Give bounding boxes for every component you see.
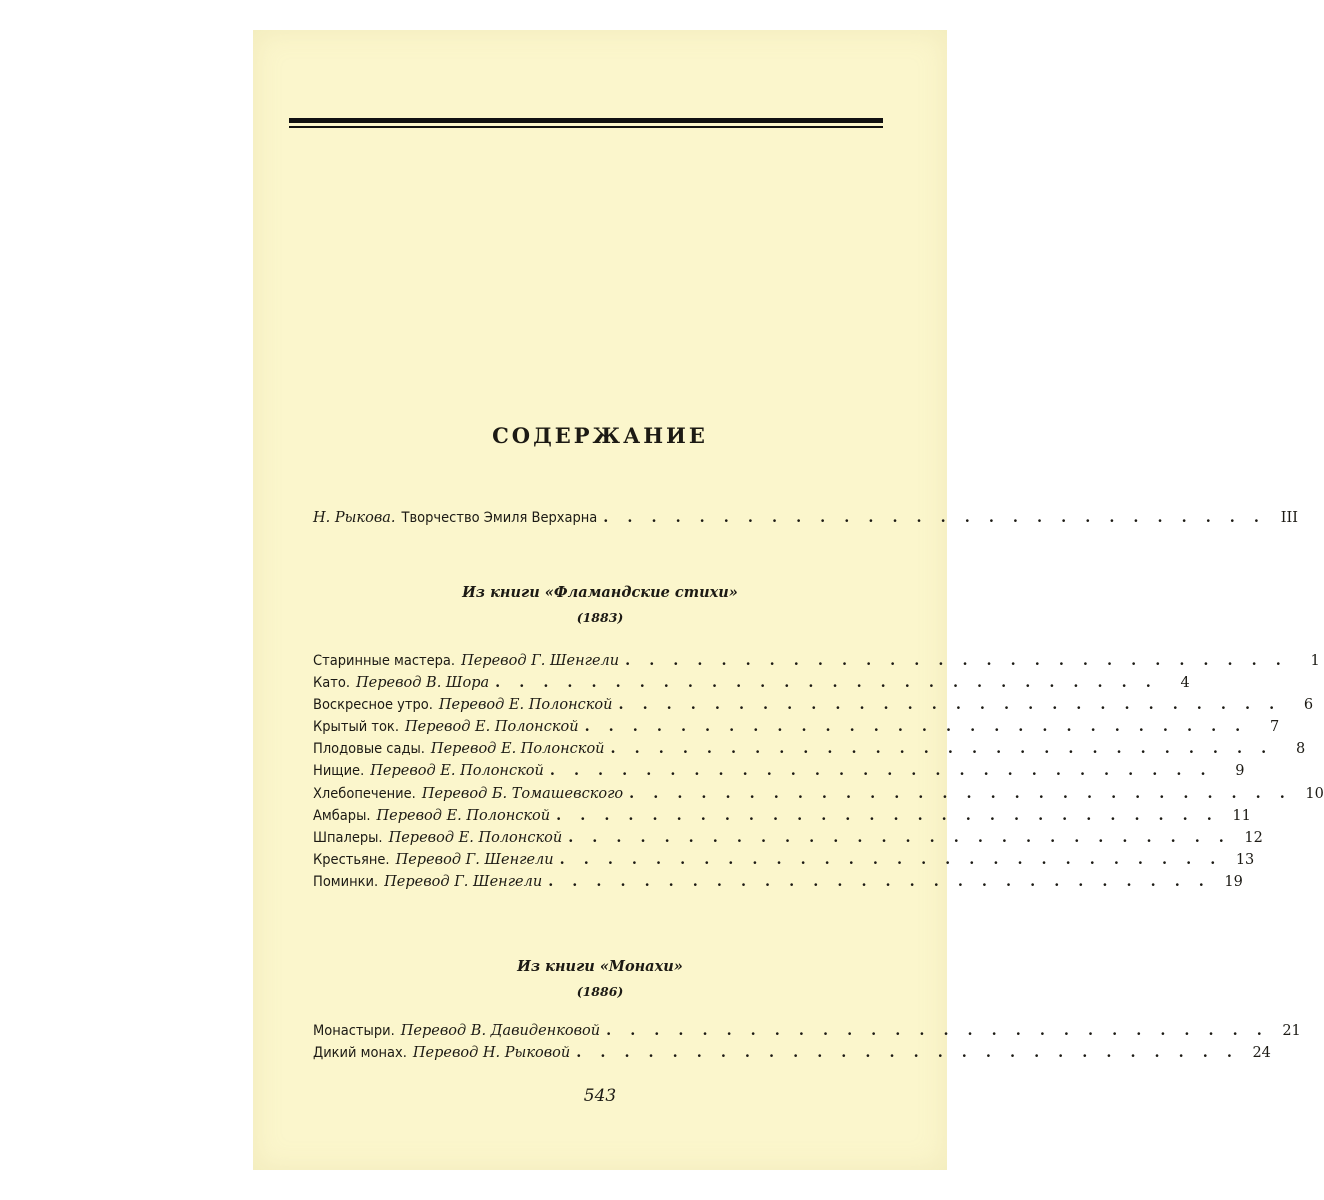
- toc-entry-translator: Перевод Г. Шенгели: [461, 653, 620, 669]
- toc-entry-translator: Перевод Г. Шенгели: [395, 851, 554, 868]
- toc-entry-page: 13: [1235, 851, 1255, 868]
- page-number: 543: [583, 1086, 617, 1106]
- toc-entry-title: Крестьяне.: [313, 851, 390, 868]
- book-page: [253, 30, 1324, 1170]
- toc-entry-translator: Перевод Е. Полонской: [376, 807, 551, 824]
- toc-entry: [313, 650, 1320, 672]
- toc-entry-translator: Перевод Б. Томашевского: [421, 785, 624, 802]
- toc-entry-page: 8: [1295, 741, 1306, 758]
- dot-leader: . . . . . . . . . . . . . . . . . . . . . . . . . . . .: [629, 784, 1292, 802]
- toc-entry: [313, 849, 1255, 871]
- toc-entry-title: Поминки.: [313, 873, 379, 890]
- toc-entry-intro: [313, 507, 1298, 529]
- toc-entry-title: Плодовые сады.: [313, 741, 425, 758]
- toc-entry-page: 24: [1252, 1045, 1271, 1062]
- header-rule-thin: [289, 126, 883, 128]
- contents-title: СОДЕРЖАНИЕ: [492, 423, 708, 448]
- toc-list-monks: [313, 1020, 1301, 1064]
- dot-leader: . . . . . . . . . . . . . . . . . . . . . . . . . . . .: [584, 718, 1248, 736]
- toc-entry-translator: Перевод В. Давиденковой: [400, 1023, 601, 1039]
- toc-entry-title: Нищие.: [313, 763, 365, 780]
- toc-entry-title: Шпалеры.: [313, 829, 383, 846]
- dot-leader: . . . . . . . . . . . . . . . . . . . . . . . . . . . .: [606, 1022, 1269, 1039]
- toc-entry-page: 1: [1310, 653, 1320, 669]
- toc-entry: [313, 672, 1190, 694]
- toc-entry-title: Хлебопечение.: [313, 785, 416, 802]
- toc-entry-title: Монастыри.: [313, 1023, 395, 1039]
- toc-entry-translator: Перевод Е. Полонской: [388, 829, 563, 846]
- toc-entry: [313, 1020, 1301, 1042]
- toc-entry: [313, 871, 1243, 893]
- toc-entry: [313, 827, 1263, 849]
- toc-entry-author: Н. Рыкова.: [313, 510, 396, 526]
- toc-entry-title: Творчество Эмиля Верхарна: [401, 510, 598, 526]
- toc-entry-page: 7: [1270, 719, 1280, 736]
- section-heading: Из книги «Монахи»: [517, 958, 683, 975]
- dot-leader: . . . . . . . . . . . . . . . . . . . . . . . . . . . .: [548, 872, 1211, 890]
- toc-entry-translator: Перевод Е. Полонской: [438, 697, 613, 714]
- dot-leader: . . . . . . . . . . . . . . . . . . . . . . . . . . . .: [556, 806, 1219, 824]
- toc-list-flemish: [313, 650, 1324, 893]
- dot-leader: . . . . . . . . . . . . . . . . . . . . . . . . . . . .: [559, 850, 1223, 868]
- toc-entry-page: 6: [1303, 697, 1314, 714]
- toc-entry: [313, 738, 1306, 760]
- toc-entry-title: Дикий монах.: [313, 1045, 407, 1062]
- toc-entry-page: 12: [1244, 829, 1263, 846]
- toc-entry-page: III: [1280, 510, 1298, 526]
- section-year: (1883): [576, 610, 624, 625]
- toc-entry: [313, 805, 1251, 827]
- toc-entry-title: Крытый ток.: [313, 719, 399, 736]
- toc-entry-translator: Перевод Г. Шенгели: [384, 873, 543, 890]
- toc-entry: [313, 694, 1314, 716]
- toc-entry-title: Воскресное утро.: [313, 697, 433, 714]
- dot-leader: . . . . . . . . . . . . . . . . . . . . . . . . . . . .: [549, 762, 1213, 780]
- section-heading: Из книги «Фламандские стихи»: [462, 584, 738, 601]
- toc-entry: [313, 716, 1280, 738]
- toc-entry-translator: Перевод Е. Полонской: [404, 719, 579, 736]
- toc-entry-translator: Перевод Н. Рыковой: [412, 1045, 571, 1062]
- toc-entry-page: 10: [1305, 785, 1324, 802]
- toc-entry: [313, 760, 1245, 782]
- toc-entry: [313, 783, 1324, 805]
- toc-entry-title: Старинные мастера.: [313, 653, 456, 669]
- toc-entry-page: 4: [1180, 675, 1190, 692]
- toc-entry-title: Като.: [313, 675, 350, 692]
- toc-entry-page: 11: [1232, 807, 1251, 824]
- toc-entry-title: Амбары.: [313, 807, 371, 824]
- dot-leader: . . . . . . . . . . . . . . . . . . . . . . . . . . . .: [576, 1044, 1239, 1062]
- dot-leader: . . . . . . . . . . . . . . . . . . . . . . . . . . . .: [603, 509, 1266, 526]
- section-year: (1886): [576, 984, 624, 999]
- toc-entry-page: 19: [1224, 873, 1243, 890]
- toc-entry-translator: Перевод Е. Полонской: [370, 763, 544, 780]
- dot-leader: . . . . . . . . . . . . . . . . . . . . . . . . . . . .: [495, 674, 1158, 692]
- toc-entry: [313, 1042, 1271, 1064]
- intro-list: [313, 507, 1298, 529]
- toc-entry-page: 9: [1235, 763, 1245, 780]
- toc-entry-translator: Перевод Е. Полонской: [430, 741, 605, 758]
- toc-entry-translator: Перевод В. Шора: [355, 675, 490, 692]
- dot-leader: . . . . . . . . . . . . . . . . . . . . . . . . . . . .: [610, 740, 1274, 758]
- header-rule-thick: [289, 118, 883, 123]
- dot-leader: . . . . . . . . . . . . . . . . . . . . . . . . . . . .: [568, 828, 1231, 846]
- dot-leader: . . . . . . . . . . . . . . . . . . . . . . . . . . . .: [618, 696, 1282, 714]
- dot-leader: . . . . . . . . . . . . . . . . . . . . . . . . . . . .: [625, 652, 1288, 669]
- toc-entry-page: 21: [1282, 1023, 1301, 1039]
